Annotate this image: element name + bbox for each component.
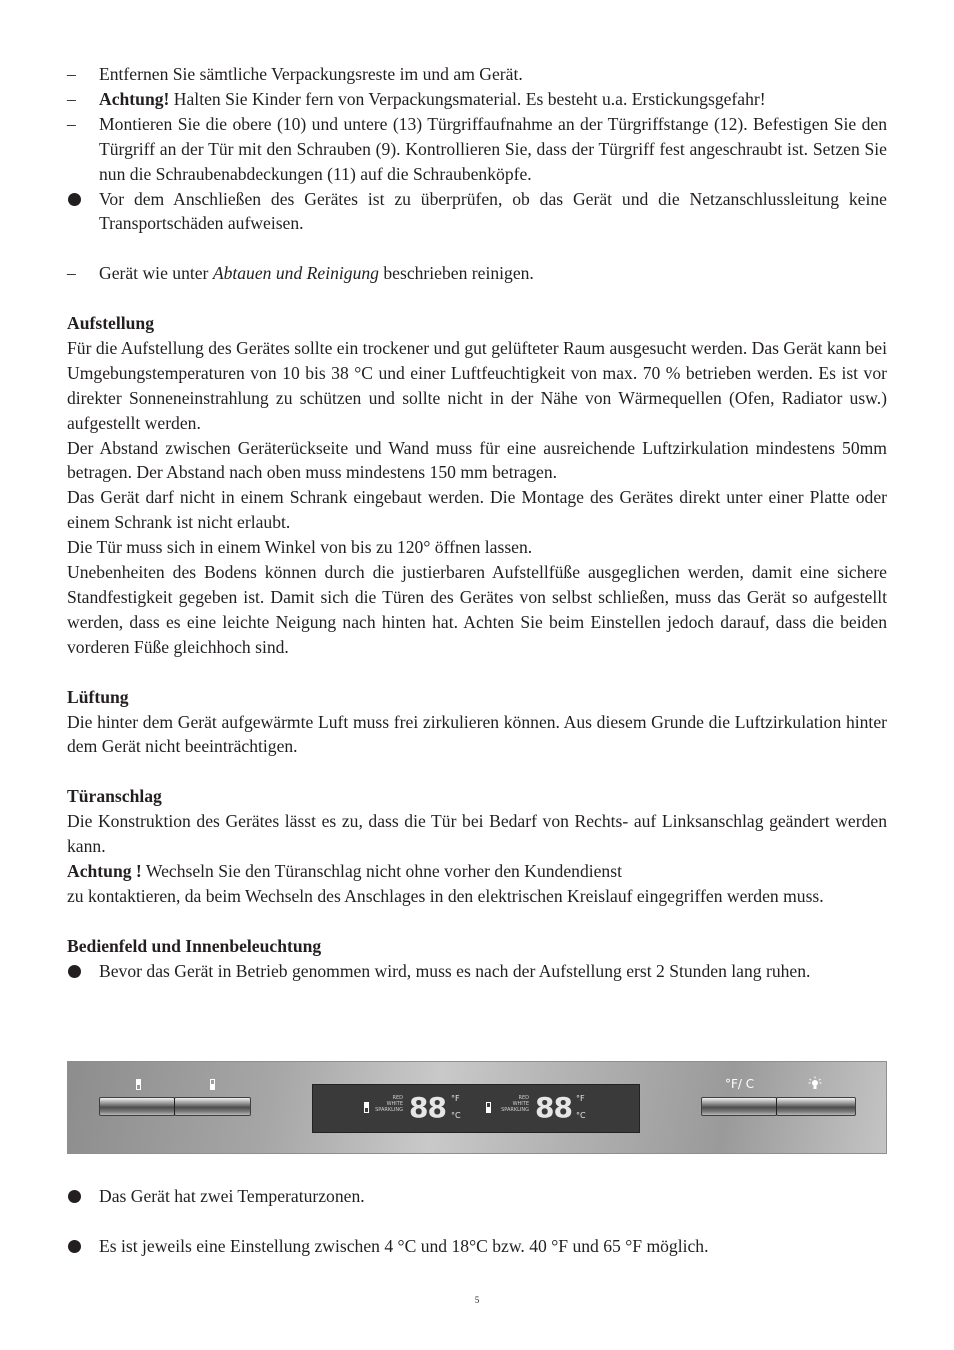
bullet-icon	[68, 1240, 81, 1253]
upper-zone-icon	[136, 1079, 141, 1090]
wine-type-labels	[375, 1095, 403, 1113]
bullet-icon	[68, 965, 81, 978]
dash-marker: –	[67, 113, 76, 134]
bullet-item	[67, 1184, 887, 1209]
section-heading: Lüftung	[67, 686, 129, 707]
wine-white-label: WHITE	[386, 1101, 403, 1107]
paragraph: Die hinter dem Gerät aufgewärmte Luft muss frei zirkulieren können. Aus diesem Grunde die Luftzirkulation hinter dem Gerät nicht beeinträchtigen.	[67, 711, 887, 757]
list-item-text: Gerät wie unter	[99, 263, 213, 284]
paragraph: Die Tür muss sich in einem Winkel von bis zu 120° öffnen lassen.	[67, 537, 533, 558]
paragraph	[67, 859, 887, 884]
lower-zone-icon	[486, 1102, 491, 1113]
light-button	[776, 1097, 856, 1116]
temperature-display	[312, 1084, 640, 1133]
section-heading: Bedienfeld und Innenbeleuchtung	[67, 935, 322, 956]
unit-c-indicator: °C	[576, 1111, 586, 1120]
list-item	[67, 62, 887, 87]
unit-f-indicator: °F	[451, 1094, 460, 1103]
wine-type-labels	[501, 1095, 529, 1113]
lower-zone-icon	[210, 1079, 215, 1090]
list-item	[67, 112, 887, 187]
paragraph: Der Abstand zwischen Geräterückseite und Wand muss für eine ausreichende Luftzirkulation mindestens 50mm betragen. Der Abstand nach oben muss mindestens 150 mm betragen.	[67, 437, 887, 483]
bullet-icon	[68, 193, 81, 206]
bullet-item	[67, 1234, 887, 1259]
wine-white-label: WHITE	[512, 1101, 529, 1107]
list-item	[67, 87, 887, 112]
dash-marker: –	[67, 88, 76, 109]
paragraph: Unebenheiten des Bodens können durch die justierbaren Aufstellfüße ausgeglichen werden, damit eine sichere Standfestigkeit gegeben ist. Damit sich die Türen des Gerätes von selbst schließen, muss das Gerät so aufgestellt werden, dass es eine leichte Neigung nach hinten hat. Achten Sie beim Einstellen jedoch darauf, dass die beiden vorderen Füße gleichhoch sind.	[67, 562, 887, 657]
document-body	[67, 62, 887, 983]
paragraph: zu kontaktieren, da beim Wechseln des Anschlages in den elektrischen Kreislauf eingegriffen werden muss.	[67, 885, 824, 906]
warning-label: Achtung !	[67, 860, 142, 881]
paragraph-text: Wechseln Sie den Türanschlag nicht ohne vorher den Kundendienst	[141, 860, 622, 881]
section-reference: Abtauen und Reinigung	[212, 263, 379, 284]
light-bulb-icon	[808, 1076, 822, 1090]
unit-toggle-button	[701, 1097, 777, 1116]
dash-marker: –	[67, 64, 76, 84]
bullet-item	[67, 187, 887, 237]
zone1-temperature: 88	[409, 1091, 446, 1124]
zone2-temperature: 88	[535, 1091, 572, 1124]
paragraph: Für die Aufstellung des Gerätes sollte ein trockener und gut gelüfteter Raum ausgesucht werden. Das Gerät kann bei Umgebungstemperaturen von 10 bis 38 °C und einer Luftfeuchtigkeit von max. 70 % betrieben werden. Es ist vor direkter Sonneneinstrahlung zu schützen und sollte nicht in der Nähe von Wärmequellen (Ofen, Radiator usw.) aufgestellt werden.	[67, 337, 887, 433]
upper-zone-button	[99, 1097, 175, 1116]
unit-c-indicator: °C	[451, 1111, 461, 1120]
wine-sparkling-label: SPARKLING	[375, 1107, 403, 1113]
list-item	[67, 261, 887, 286]
section-heading: Türanschlag	[67, 786, 162, 807]
bullet-text: Es ist jeweils eine Einstellung zwischen 4 °C und 18°C bzw. 40 °F und 65 °F möglich.	[99, 1235, 709, 1256]
list-item-text: Halten Sie Kinder fern von Verpackungsmaterial. Es besteht u.a. Erstickungsgefahr!	[169, 88, 766, 109]
unit-f-indicator: °F	[576, 1094, 585, 1103]
bullet-text: Das Gerät hat zwei Temperaturzonen.	[99, 1186, 365, 1206]
list-item-text: beschrieben reinigen.	[378, 263, 534, 284]
section-heading: Aufstellung	[67, 313, 155, 334]
bullet-item	[67, 959, 887, 984]
document-body-lower	[67, 1184, 887, 1259]
lower-zone-button	[174, 1097, 251, 1116]
list-item-text: Entfernen Sie sämtliche Verpackungsreste im und am Gerät.	[99, 64, 523, 84]
wine-sparkling-label: SPARKLING	[501, 1107, 529, 1113]
wine-red-label: RED	[518, 1095, 529, 1101]
unit-toggle-label: °F/ C	[725, 1077, 755, 1091]
paragraph: Das Gerät darf nicht in einem Schrank eingebaut werden. Die Montage des Gerätes direkt unter einer Platte oder einem Schrank ist nicht erlaubt.	[67, 487, 887, 533]
dash-marker: –	[67, 263, 76, 284]
paragraph: Die Konstruktion des Gerätes lässt es zu, dass die Tür bei Bedarf von Rechts- auf Linksanschlag geändert werden kann.	[67, 811, 887, 857]
list-item-text: Montieren Sie die obere (10) und untere (13) Türgriffaufnahme an der Türgriffstange (12). Befestigen Sie den Türgriff an der Tür mit den Schrauben (9). Kontrollieren Sie, dass der Türgriff fest angeschraubt ist. Setzen Sie nun die Schraubenabdeckungen (11) auf die Schraubenköpfe.	[99, 113, 887, 184]
wine-red-label: RED	[392, 1095, 403, 1101]
warning-label: Achtung!	[99, 88, 170, 109]
control-panel-image	[67, 1061, 887, 1154]
upper-zone-icon	[364, 1102, 369, 1113]
bullet-icon	[68, 1190, 81, 1203]
page-number: 5	[474, 1295, 480, 1305]
bullet-text: Bevor das Gerät in Betrieb genommen wird, muss es nach der Aufstellung erst 2 Stunden lang ruhen.	[99, 960, 811, 981]
bullet-text: Vor dem Anschließen des Gerätes ist zu überprüfen, ob das Gerät und die Netzanschlussleitung keine Transportschäden aufweisen.	[99, 188, 887, 234]
